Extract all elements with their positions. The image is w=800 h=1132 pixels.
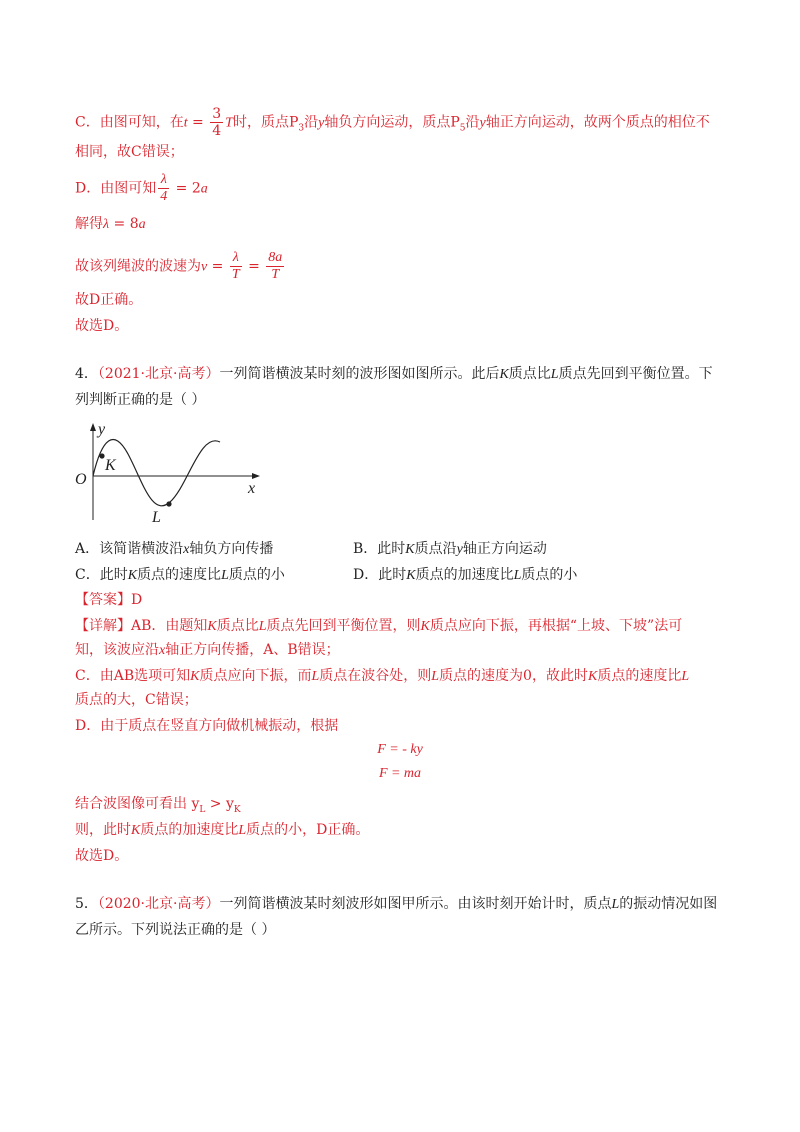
x-axis-arrow (252, 473, 260, 479)
d-option-line: D．由图可知 $\frac{\lambda}{4}$ = 2a (75, 172, 208, 204)
question-5-line2: 乙所示。下列说法正确的是（ ） (75, 922, 276, 938)
speed-line: 故该列绳波的波速为v = $\frac{\lambda}{T}$ = $\frac{8a}{T}$ (75, 250, 283, 282)
fraction: $\frac{\lambda}{4}$ (160, 172, 168, 204)
origin-label: O (75, 471, 87, 488)
c-option-line2: 相同，故C错误； (75, 144, 184, 160)
c-option-line1: C．由图可知，在t = $\frac{3}{4}$ T时，质点$P_3$沿y轴负方向运动，质点$P_5$沿y轴正方向运动，故两个质点的相位不 (75, 106, 710, 139)
choose-d-line: 故选D。 (75, 318, 129, 334)
point-l (166, 501, 171, 506)
question-4-line1: 4．（2021·北京·高考）一列简谐横波某时刻的波形图如图所示。此后K质点比L质点先回到平衡位置。下 (75, 366, 713, 382)
fraction: $\frac{3}{4}$ (212, 106, 222, 139)
d-correct-line: 故D正确。 (75, 292, 143, 308)
fraction: $\frac{\lambda}{T}$ (231, 250, 240, 282)
detail-line6: 结合波图像可看出 $y_L > y_K$ (75, 796, 241, 815)
equation-2: F = ma (378, 766, 422, 781)
option-a: A．该简谐横波沿x轴负方向传播 (75, 541, 274, 557)
option-d: D．此时K质点的加速度比L质点的小 (353, 567, 578, 583)
equation-1: F = - ky (377, 742, 423, 757)
l-label: L (152, 509, 161, 526)
detail-line1: 【详解】AB．由题知K质点比L质点先回到平衡位置，则K质点应向下振，再根据“上坡、下坡”法可 (75, 618, 683, 634)
option-b: B．此时K质点沿y轴正方向运动 (353, 541, 547, 557)
k-label: K (105, 457, 116, 474)
y-axis-label: y (98, 421, 106, 438)
detail-line3: C．由AB选项可知K质点应向下振，而L质点在波谷处，则L质点的速度为0，故此时K质点的速度比L (75, 668, 690, 684)
detail-line5: D．由于质点在竖直方向做机械振动，根据 (75, 718, 339, 734)
detail-line8: 故选D。 (75, 848, 129, 864)
y-axis-arrow (90, 423, 96, 431)
wave-graph (70, 418, 270, 528)
fraction: $\frac{8a}{T}$ (268, 250, 283, 282)
question-4-line2: 列判断正确的是（ ） (75, 392, 206, 408)
detail-line4: 质点的大，C错误； (75, 692, 198, 708)
solve-line: 解得λ = 8a (75, 216, 146, 232)
point-k (99, 453, 104, 458)
question-5-line1: 5．（2020·北京·高考）一列简谐横波某时刻波形如图甲所示。由该时刻开始计时，质点L的振动情况如图 (75, 896, 718, 912)
answer: 【答案】D (75, 592, 143, 608)
option-c: C．此时K质点的速度比L质点的小 (75, 567, 285, 583)
detail-line2: 知，该波应沿x轴正方向传播，A、B错误； (75, 642, 340, 658)
detail-line7: 则，此时K质点的加速度比L质点的小，D正确。 (75, 822, 370, 838)
x-axis-label: x (248, 480, 256, 497)
